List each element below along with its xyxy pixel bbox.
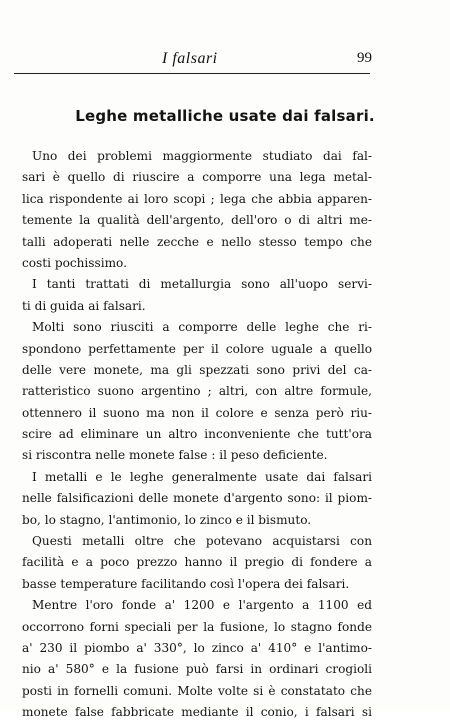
chapter-title: Leghe metalliche usate dai falsari.	[75, 107, 375, 125]
text-line: si riscontra nelle monete false : il peso deficiente.	[22, 448, 328, 463]
text-line: nelle falsificazioni delle monete d'argento sono: il piom-	[22, 491, 372, 506]
header-rule	[14, 73, 370, 74]
body-text	[22, 146, 372, 724]
text-line: ottennero il suono ma non il colore e senza però riu-	[22, 405, 372, 420]
text-line: ti di guida ai falsari.	[22, 298, 146, 313]
running-title: I falsari	[162, 50, 218, 67]
text-line: spondono perfettamente per il colore uguale a quello	[22, 341, 372, 356]
page-number: 99	[357, 50, 372, 66]
text-line: lica rispondente ai loro scopi ; lega che abbia apparen-	[22, 191, 372, 206]
text-line: Molti sono riusciti a comporre delle leghe che ri-	[32, 320, 372, 335]
text-line: temente la qualità dell'argento, dell'oro o di altri me-	[22, 213, 372, 228]
text-line: facilità e a poco prezzo hanno il pregio di fondere a	[22, 555, 372, 570]
text-line: scire ad eliminare un altro inconveniente che tutt'ora	[22, 427, 372, 442]
text-line: Questi metalli oltre che potevano acquistarsi con	[32, 534, 372, 549]
text-line: ratteristico suono argentino ; altri, con altre formule,	[22, 384, 372, 399]
text-line: nio a' 580° e la fusione può farsi in ordinari crogioli	[22, 662, 372, 677]
text-line: I tanti trattati di metallurgia sono all'uopo servi-	[32, 277, 372, 292]
text-line: delle vere monete, ma gli spezzati sono privi del ca-	[22, 362, 372, 377]
text-line: Uno dei problemi maggiormente studiato dai fal-	[32, 149, 372, 163]
text-line: occorrono forni speciali per la fusione, lo stagno fonde	[22, 619, 372, 634]
text-line: sari è quello di riuscire a comporre una lega metal-	[22, 170, 372, 185]
text-line: Mentre l'oro fonde a' 1200 e l'argento a 1100 ed	[32, 598, 372, 613]
text-line: costi pochissimo.	[22, 255, 127, 270]
text-line: talli adoperati nelle zecche e nello stesso tempo che	[22, 234, 372, 249]
text-line: I metalli e le leghe generalmente usate dai falsari	[32, 469, 372, 484]
text-line: monete false fabbricate mediante il conio, i falsari si	[22, 705, 372, 720]
running-head	[22, 50, 372, 72]
text-line: bo, lo stagno, l'antimonio, lo zinco e il bismuto.	[22, 512, 312, 527]
text-line: posti in fornelli comuni. Molte volte si è constatato che	[22, 683, 372, 698]
text-line: a' 230 il piombo a' 330°, lo zinco a' 410° e l'antimo-	[22, 640, 372, 655]
text-line: basse temperature facilitando così l'opera dei falsari.	[22, 576, 350, 591]
